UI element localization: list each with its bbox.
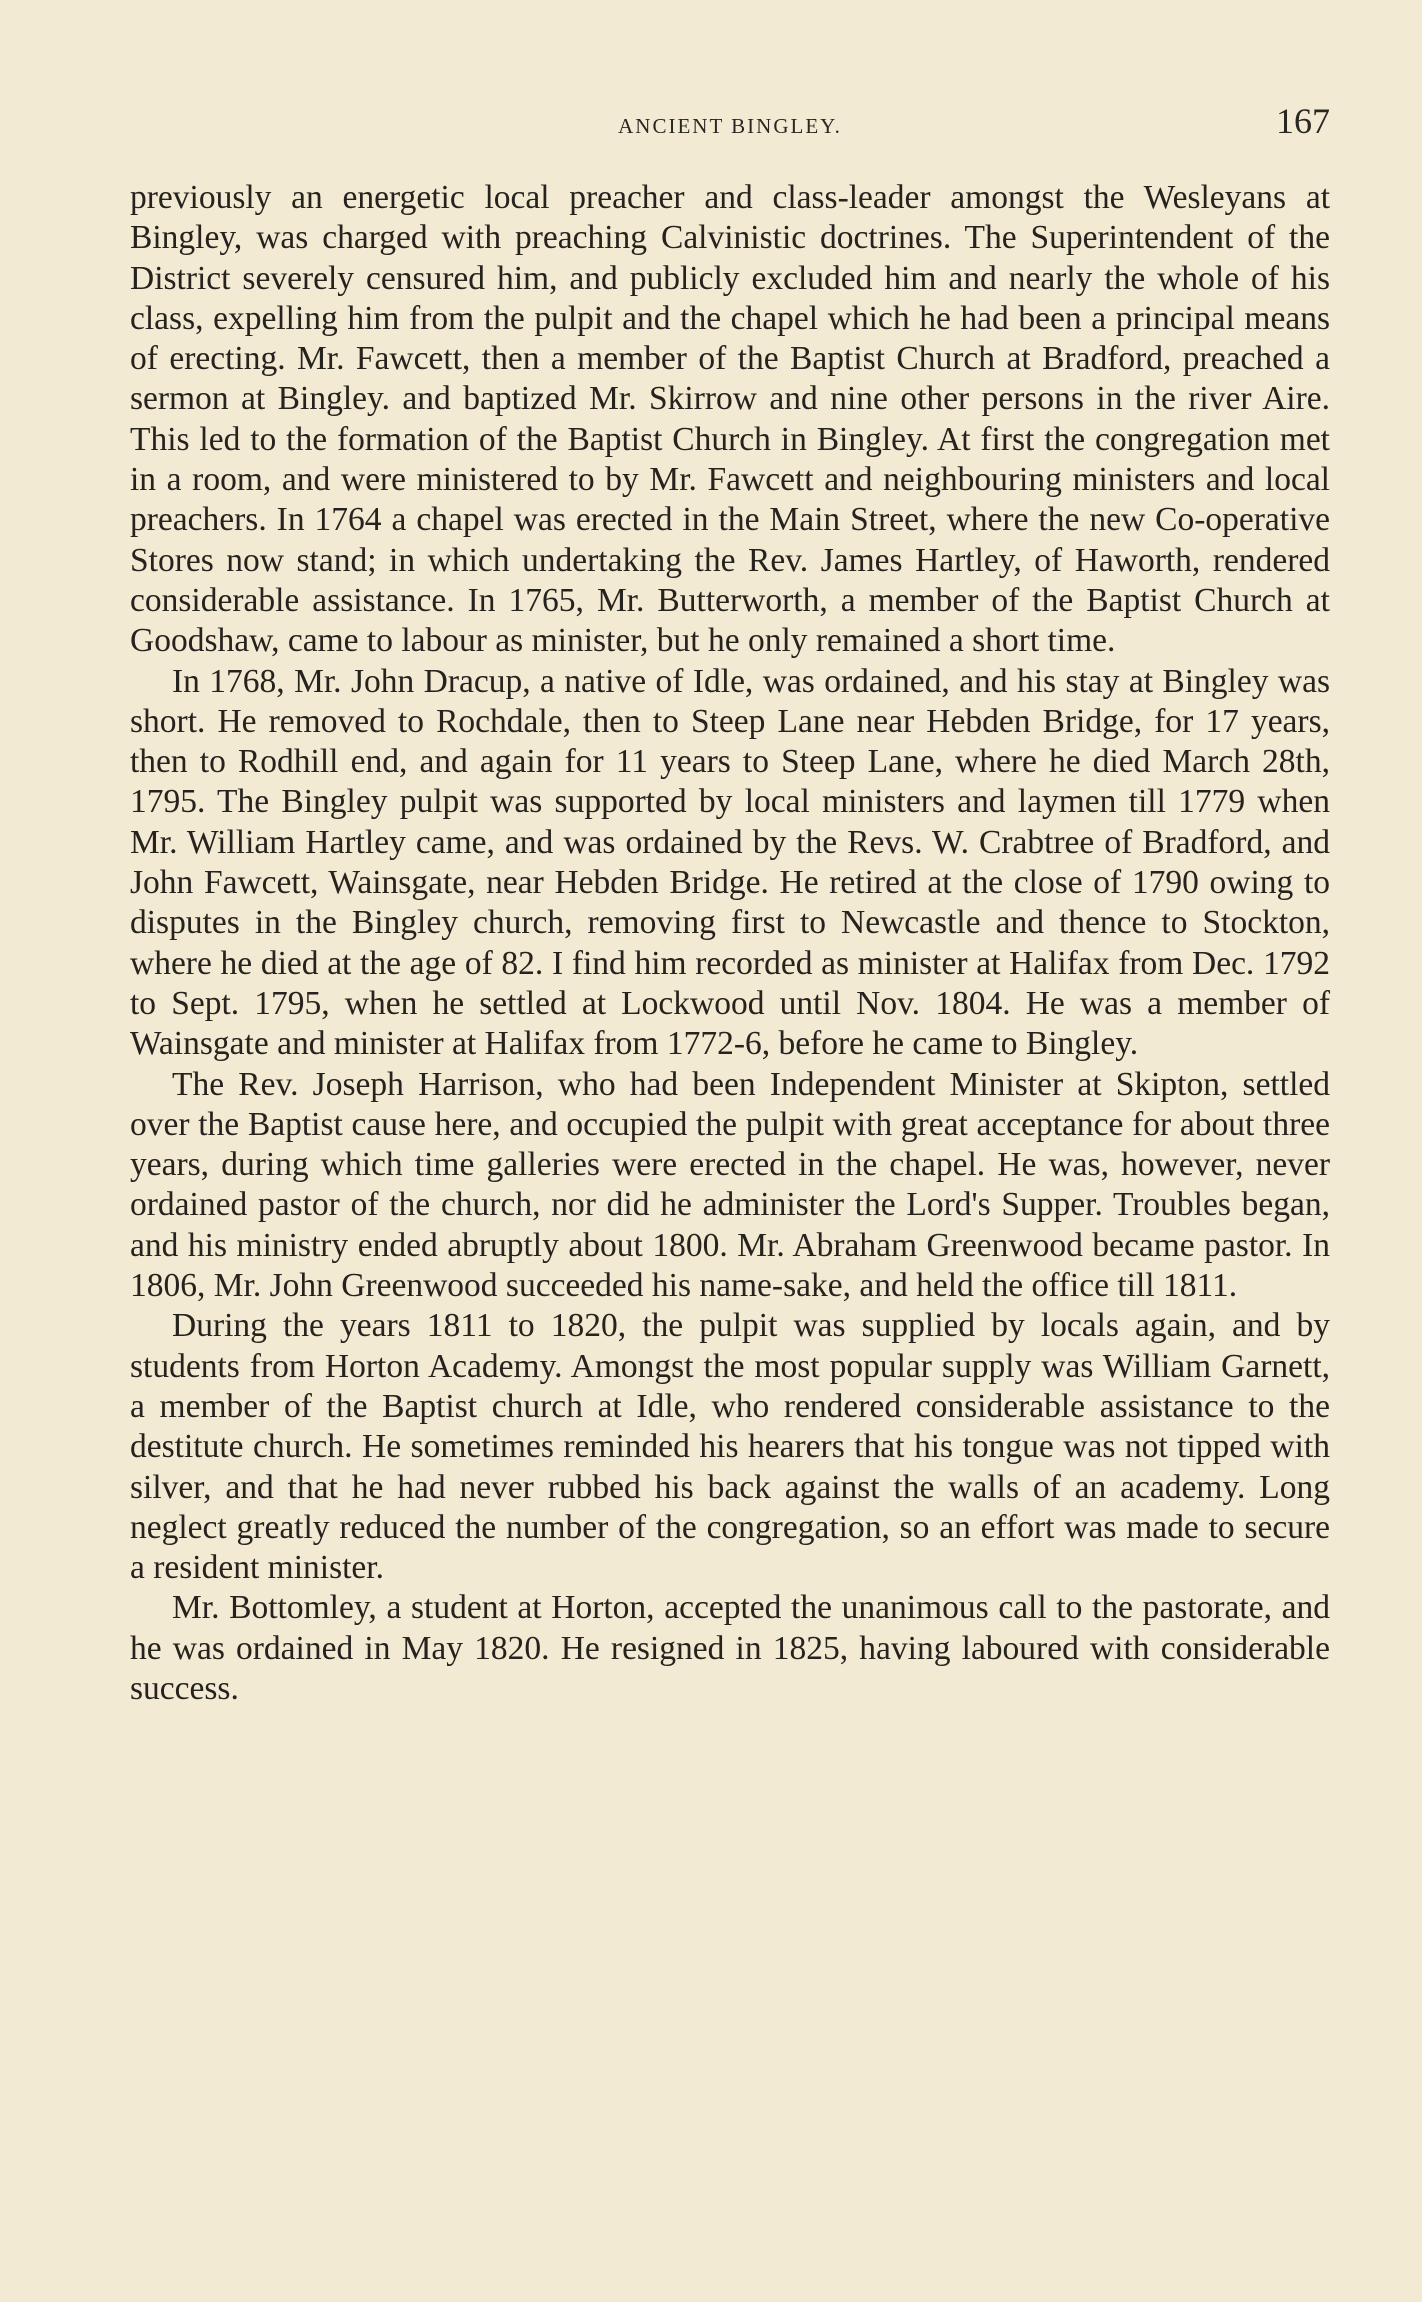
paragraph: Mr. Bottomley, a student at Horton, accepted the unanimous call to the pastorate, and he was ordained in May 1820. He resigned in 1825, having laboured with considerable success. <box>130 1589 1330 1707</box>
body-text <box>130 178 1330 1709</box>
running-head: ANCIENT BINGLEY. <box>618 114 842 138</box>
paragraph-continued: previously an energetic local preacher and class-leader amongst the Wesleyans at Bingley, was charged with preaching Calvinistic doctrines. The Superintendent of the District severely censured him, and publicly excluded him and nearly the whole of his class, expelling him from the pulpit and the chapel which he had been a principal means of erecting. Mr. Fawcett, then a member of the Baptist Church at Bradford, preached a sermon at Bingley. and baptized Mr. Skirrow and nine other persons in the river Aire. This led to the formation of the Baptist Church in Bingley. At first the congregation met in a room, and were ministered to by Mr. Fawcett and neighbouring ministers and local preachers. In 1764 a chapel was erected in the Main Street, where the new Co-operative Stores now stand; in which undertaking the Rev. James Hartley, of Haworth, rendered considerable assistance. In 1765, Mr. Butterworth, a member of the Baptist Church at Goodshaw, came to labour as minister, but he only remained a short time. <box>130 179 1330 660</box>
paragraph: During the years 1811 to 1820, the pulpit was supplied by locals again, and by students from Horton Academy. Amongst the most popular supply was William Garnett, a member of the Baptist church at Idle, who rendered considerable assistance to the destitute church. He sometimes reminded his hearers that his tongue was not tipped with silver, and that he had never rubbed his back against the walls of an academy. Long neglect greatly reduced the number of the congregation, so an effort was made to secure a resident minister. <box>130 1307 1330 1587</box>
page-header <box>130 100 1330 150</box>
paragraph: The Rev. Joseph Harrison, who had been Independent Minister at Skipton, settled over the Baptist cause here, and occupied the pulpit with great acceptance for about three years, during which time galleries were erected in the chapel. He was, however, never ordained pastor of the church, nor did he administer the Lord's Supper. Troubles began, and his ministry ended abruptly about 1800. Mr. Abraham Greenwood became pastor. In 1806, Mr. John Greenwood succeeded his name-sake, and held the office till 1811. <box>130 1065 1330 1305</box>
page-number: 167 <box>1276 101 1330 141</box>
paragraph: In 1768, Mr. John Dracup, a native of Idle, was ordained, and his stay at Bingley was short. He removed to Rochdale, then to Steep Lane near Hebden Bridge, for 17 years, then to Rodhill end, and again for 11 years to Steep Lane, where he died March 28th, 1795. The Bingley pulpit was supported by local ministers and laymen till 1779 when Mr. William Hartley came, and was ordained by the Revs. W. Crabtree of Bradford, and John Fawcett, Wainsgate, near Hebden Bridge. He retired at the close of 1790 owing to disputes in the Bingley church, removing first to Newcastle and thence to Stockton, where he died at the age of 82. I find him recorded as minister at Halifax from Dec. 1792 to Sept. 1795, when he settled at Lockwood until Nov. 1804. He was a member of Wainsgate and minister at Halifax from 1772-6, before he came to Bingley. <box>130 662 1330 1063</box>
